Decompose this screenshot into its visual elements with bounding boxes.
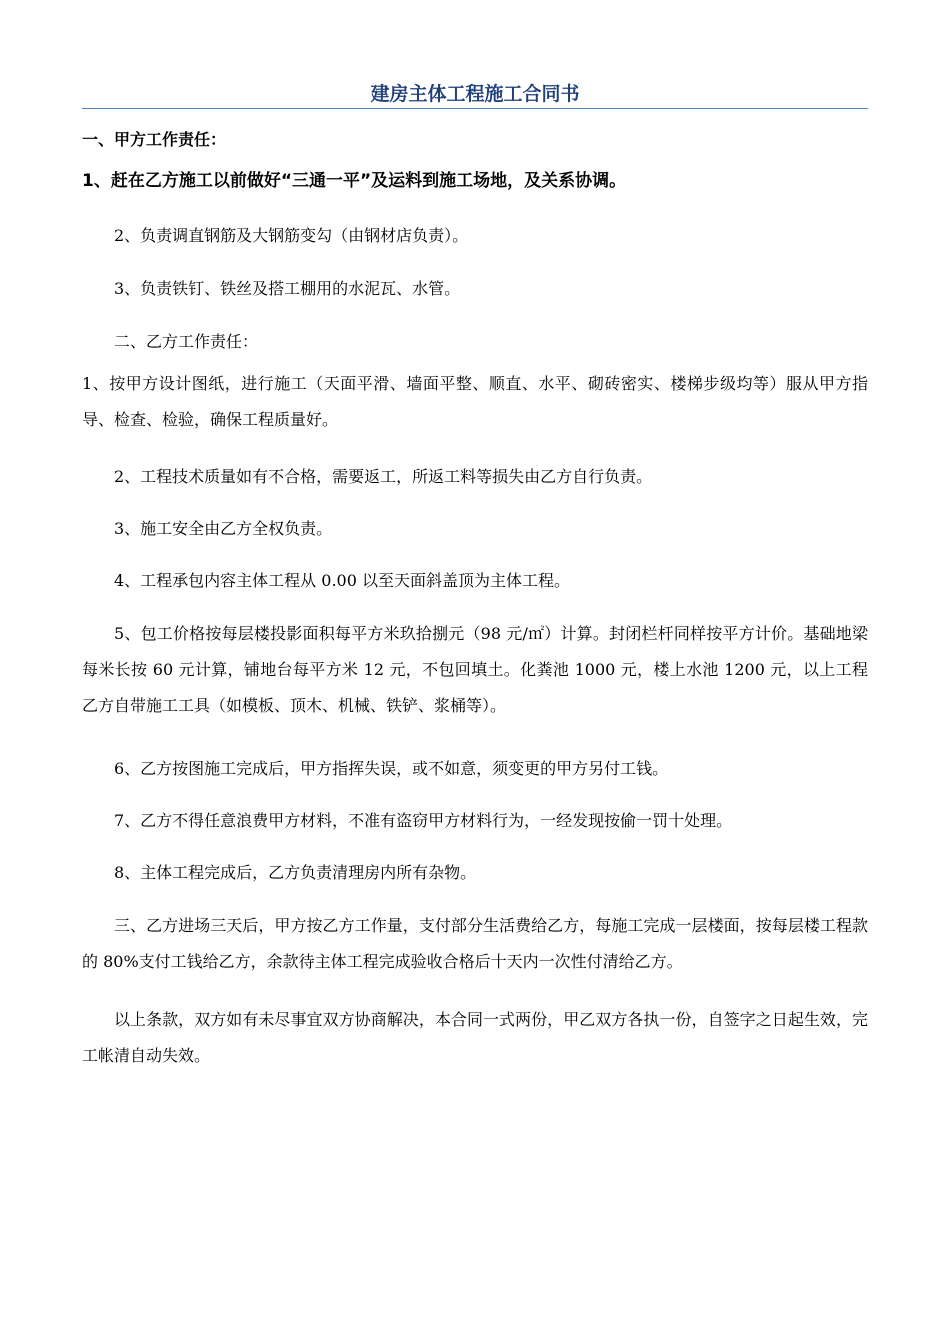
section-2-heading: 二、乙方工作责任：: [114, 332, 259, 351]
clause-2-5: 5、包工价格按每层楼投影面积每平方米玖拾捌元（98 元/㎡）计算。封闭栏杆同样按平方计价。基础地梁每米长按 60 元计算，铺地台每平方米 12 元，不包回填土。化粪池 1000 元，楼上水池 1200 元，以上工程乙方自带施工工具（如模板、顶木、机械、铁铲、浆桶等）。: [82, 624, 868, 715]
document-title: 建房主体工程施工合同书: [370, 83, 580, 105]
clause-1-2: 2、负责调直钢筋及大钢筋变勾（由钢材店负责）。: [114, 226, 469, 245]
clause-2-4: 4、工程承包内容主体工程从 0.00 以至天面斜盖顶为主体工程。: [114, 571, 570, 590]
clause-2-1: 1、按甲方设计图纸，进行施工（天面平滑、墙面平整、顺直、水平、砌砖密实、楼梯步级均等）服从甲方指导、检查、检验，确保工程质量好。: [82, 374, 868, 429]
clause-2-2: 2、工程技术质量如有不合格，需要返工，所返工料等损失由乙方自行负责。: [114, 467, 653, 486]
clause-1-1: 1、赶在乙方施工以前做好“三通一平”及运料到施工场地，及关系协调。: [82, 171, 627, 191]
closing-clause: 以上条款，双方如有未尽事宜双方协商解决，本合同一式两份，甲乙双方各执一份，自签字之日起生效，完工帐清自动失效。: [82, 1010, 868, 1065]
clause-2-7: 7、乙方不得任意浪费甲方材料，不准有盗窃甲方材料行为，一经发现按偷一罚十处理。: [114, 811, 733, 830]
clause-2-8: 8、主体工程完成后，乙方负责清理房内所有杂物。: [114, 863, 477, 882]
clause-1-3: 3、负责铁钉、铁丝及搭工棚用的水泥瓦、水管。: [114, 279, 461, 298]
clause-2-3: 3、施工安全由乙方全权负责。: [114, 519, 333, 538]
title-underline: [82, 108, 868, 109]
clause-2-6: 6、乙方按图施工完成后，甲方指挥失误，或不如意，须变更的甲方另付工钱。: [114, 759, 669, 778]
section-1-heading: 一、甲方工作责任：: [82, 130, 227, 149]
clause-3: 三、乙方进场三天后，甲方按乙方工作量，支付部分生活费给乙方，每施工完成一层楼面，按每层楼工程款的 80%支付工钱给乙方，余款待主体工程完成验收合格后十天内一次性付清给乙方。: [82, 916, 868, 971]
